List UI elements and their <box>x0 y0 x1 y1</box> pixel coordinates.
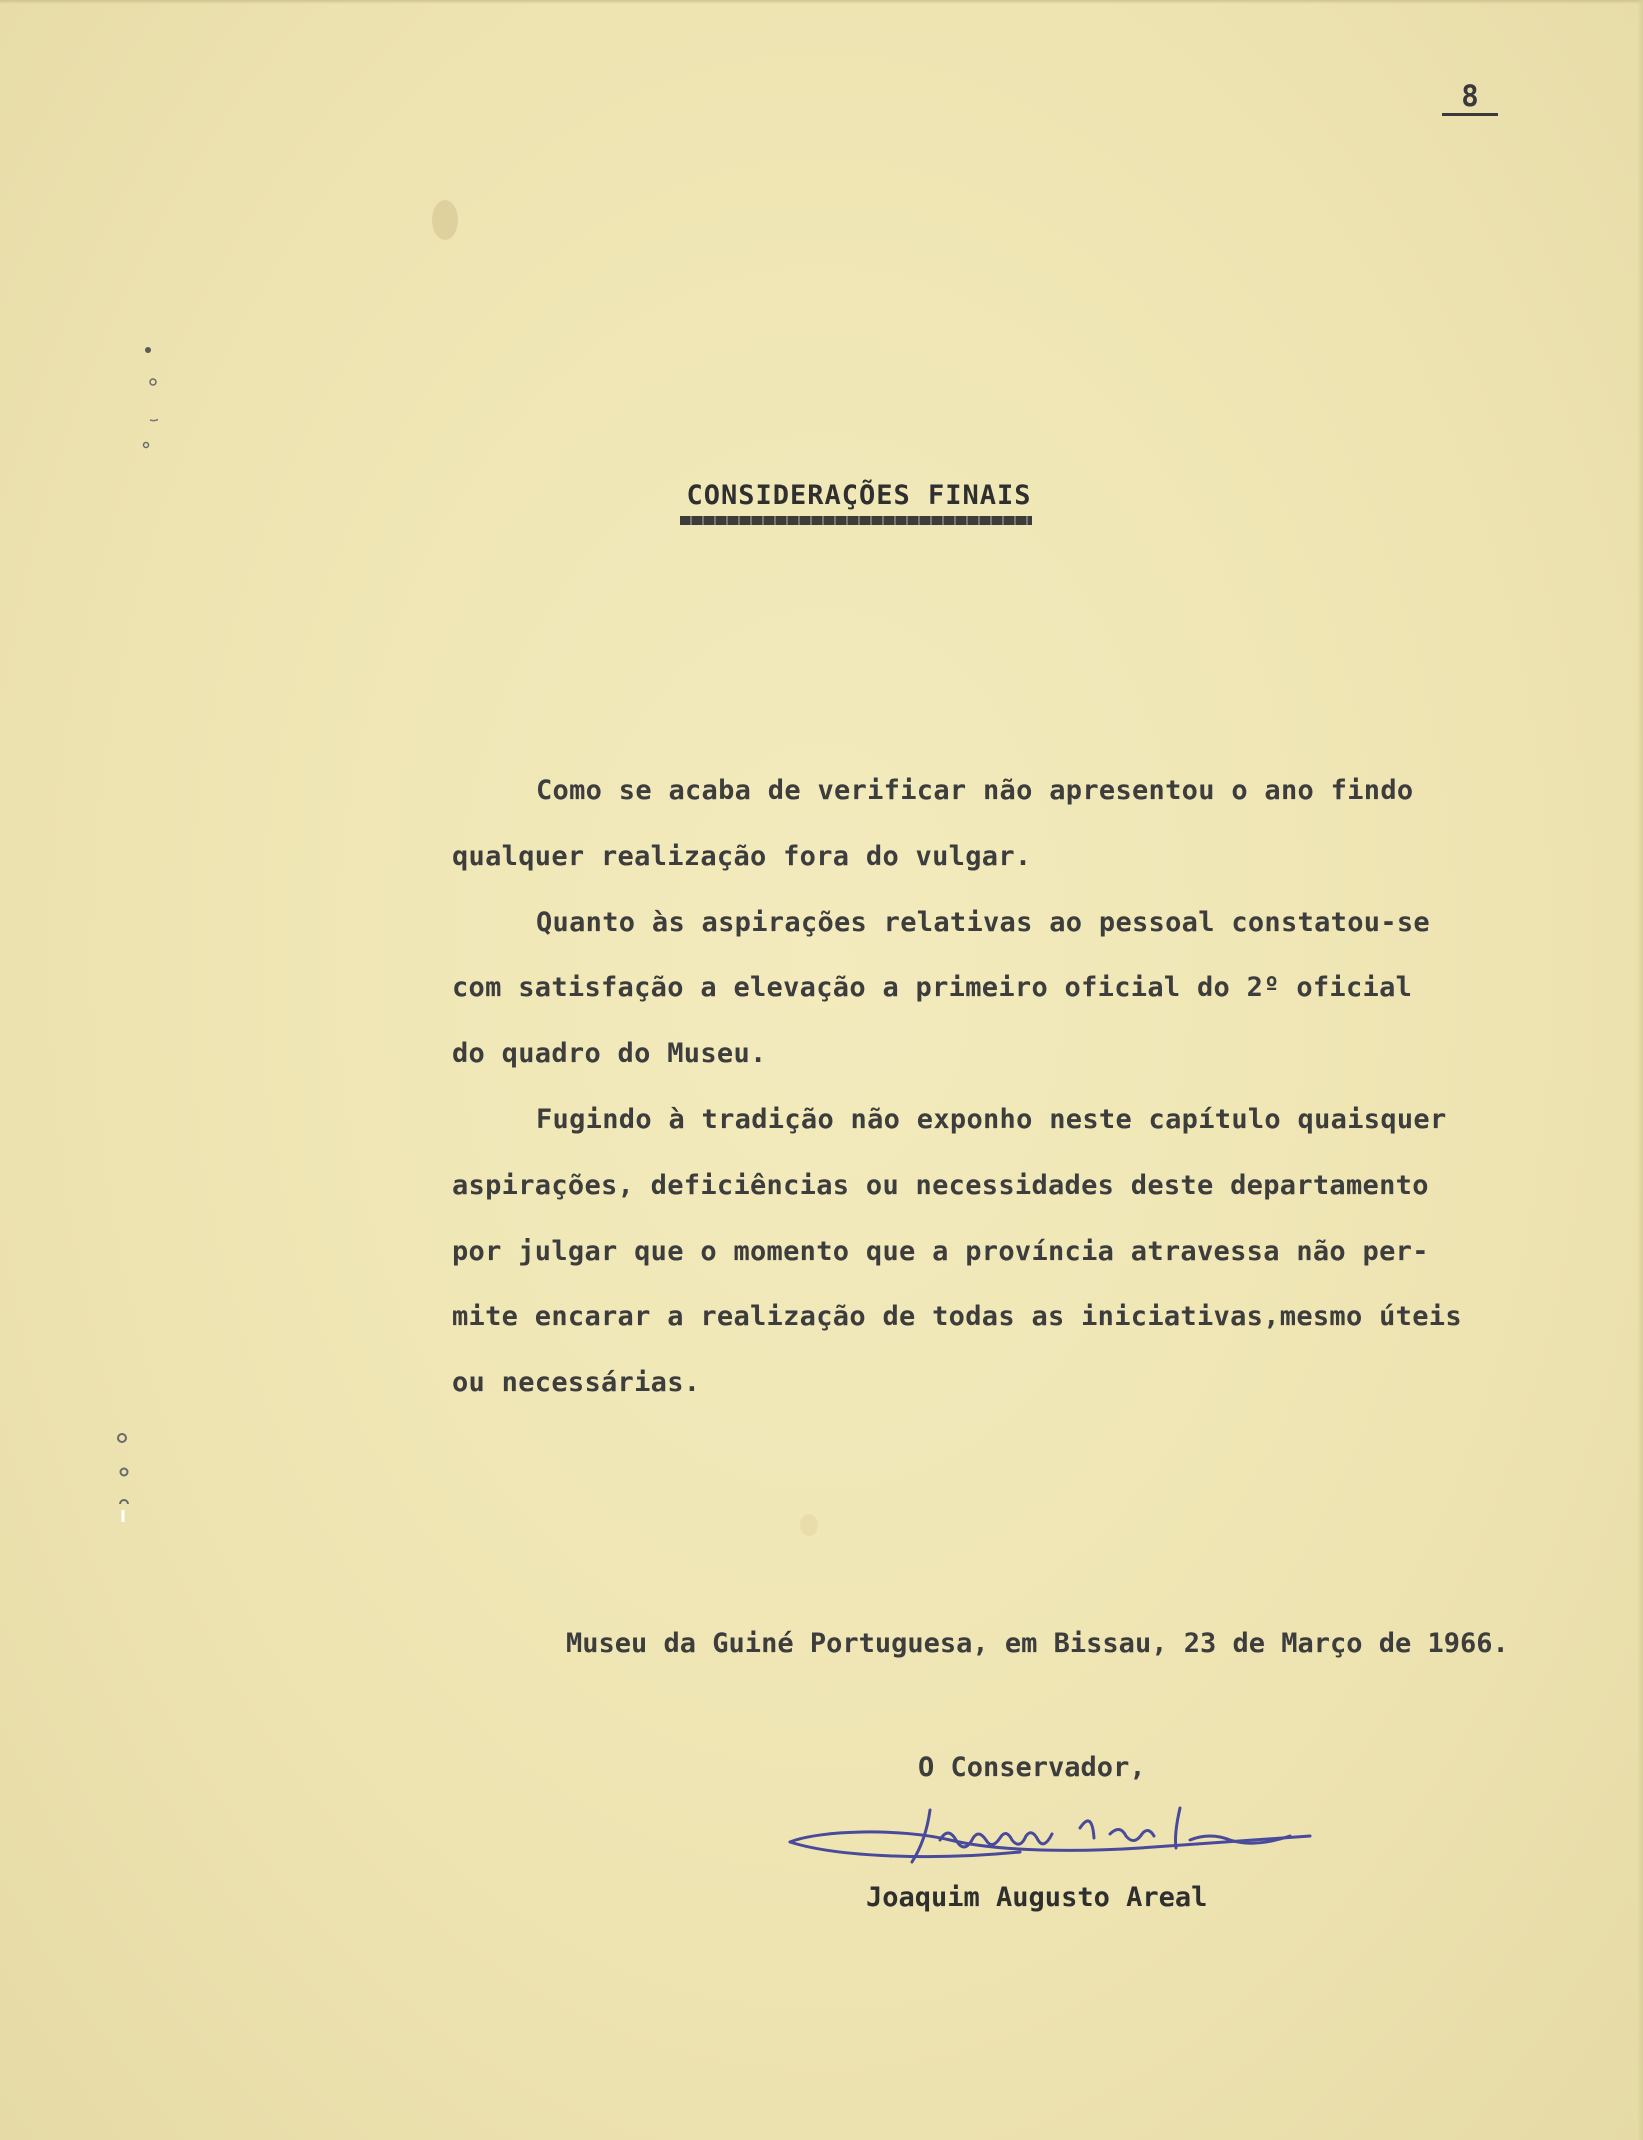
stain-spot <box>800 1514 818 1536</box>
closing-title: O Conservador, <box>918 1752 1146 1783</box>
signatory-name: Joaquim Augusto Areal <box>866 1882 1208 1913</box>
paper-right-edge <box>1637 0 1643 2140</box>
punch-holes-bottom <box>110 1426 140 1546</box>
paragraph-line: do quadro do Museu. <box>452 1038 767 1070</box>
paragraph-line: com satisfação a elevação a primeiro oficial do 2º oficial <box>452 972 1413 1004</box>
paragraph-line: por julgar que o momento que a província atravessa não per- <box>452 1235 1429 1267</box>
paragraph-line: Quanto às aspirações relativas ao pessoal constatou-se <box>536 906 1430 938</box>
page-number: 8 <box>1442 82 1498 116</box>
paragraph-line: qualquer realização fora do vulgar. <box>452 840 1032 872</box>
dateline: Museu da Guiné Portuguesa, em Bissau, 23 de Março de 1966. <box>566 1628 1509 1659</box>
stain-spot <box>432 200 458 240</box>
punch-holes-top <box>128 340 158 460</box>
page-title: CONSIDERAÇÕES FINAIS <box>686 480 1032 511</box>
paragraph-line: mite encarar a realização de todas as iniciativas,mesmo úteis <box>452 1301 1462 1333</box>
paragraph-line: aspirações, deficiências ou necessidades deste departamento <box>452 1169 1429 1201</box>
document-body <box>452 758 1472 1416</box>
paragraph-line: Como se acaba de verificar não apresentou o ano findo <box>536 775 1414 806</box>
handwritten-signature <box>780 1790 1320 1880</box>
paragraph-line: ou necessárias. <box>452 1367 701 1399</box>
title-underline <box>680 516 1032 525</box>
paper-top-edge <box>0 0 1643 4</box>
paragraph-line: Fugindo à tradição não exponho neste capítulo quaisquer <box>536 1103 1447 1135</box>
